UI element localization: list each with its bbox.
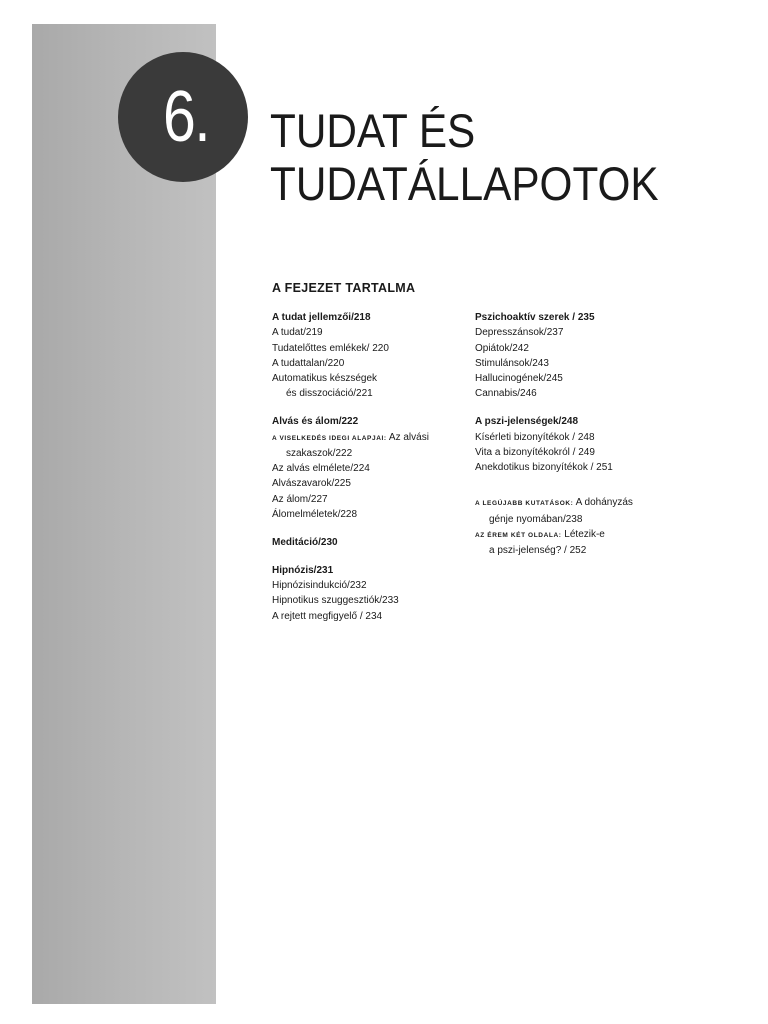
toc-entry: a pszi-jelenség? / 252 — [489, 545, 587, 557]
toc-entry: Kísérleti bizonyítékok / 248 — [475, 431, 595, 443]
toc-entry: Hipnotikus szuggesztiók/233 — [272, 595, 399, 607]
toc-entry-text: A dohányzás — [575, 497, 633, 509]
toc-section-meditation — [272, 535, 472, 550]
toc-section-title: Pszichoaktív szerek / 235 — [475, 312, 595, 323]
toc-heading: A FEJEZET TARTALMA — [272, 281, 416, 295]
toc-entry — [475, 495, 675, 511]
toc-entry: és disszociáció/221 — [286, 388, 373, 400]
toc-entry: A rejtett megfigyelő / 234 — [272, 610, 383, 622]
toc-section-sleep — [272, 414, 472, 522]
toc-entry: A tudat/219 — [272, 327, 323, 339]
toc-entry: Hipnózisindukció/232 — [272, 579, 367, 591]
toc-section-title: Alvás és álom/222 — [272, 416, 359, 428]
toc-entry: Stimulánsok/243 — [475, 357, 549, 369]
toc-entry: Anekdotikus bizonyítékok / 251 — [475, 462, 613, 474]
chapter-title-line-2: TUDATÁLLAPOTOK — [270, 157, 659, 210]
toc-boxed-label: AZ ÉREM KÉT OLDALA: — [475, 532, 562, 540]
toc-section-psychoactive-drugs — [475, 310, 675, 402]
toc-right-column — [475, 310, 675, 571]
toc-entry: Az alvás elmélete/224 — [272, 463, 370, 475]
toc-boxed-label: A VISELKEDÉS IDEGI ALAPJAI: — [272, 434, 387, 442]
chapter-title — [270, 104, 659, 210]
toc-entry: Alvászavarok/225 — [272, 478, 351, 490]
toc-section-title: Hipnózis/231 — [272, 564, 334, 576]
toc-left-column — [272, 310, 472, 636]
toc-entry: Tudatelőttes emlékek/ 220 — [272, 342, 389, 354]
toc-section-title: A tudat jellemzői/218 — [272, 312, 371, 323]
toc-entry-text: Létezik-e — [564, 529, 605, 541]
toc-entry: Álomelméletek/228 — [272, 509, 358, 521]
chapter-number: 6. — [163, 77, 209, 157]
toc-section-boxed-features — [475, 495, 675, 558]
chapter-number-badge — [118, 52, 248, 182]
chapter-title-line-1: TUDAT ÉS — [270, 104, 476, 157]
toc-entry: A tudattalan/220 — [272, 357, 345, 369]
toc-entry: Depresszánsok/237 — [475, 327, 564, 339]
toc-section-hypnosis — [272, 563, 472, 624]
toc-entry — [272, 430, 472, 446]
toc-entry: Cannabis/246 — [475, 388, 537, 400]
toc-section-consciousness — [272, 310, 472, 402]
toc-entry: Opiátok/242 — [475, 342, 529, 354]
toc-entry: génje nyomában/238 — [489, 513, 583, 525]
toc-entry: Vita a bizonyítékokról / 249 — [475, 446, 595, 458]
toc-entry-text: Az alvási — [388, 431, 429, 443]
toc-entry: Az álom/227 — [272, 493, 328, 505]
toc-section-title: A pszi-jelenségek/248 — [475, 416, 579, 428]
toc-entry: Hallucinogének/245 — [475, 373, 563, 385]
toc-entry — [475, 527, 675, 543]
toc-section-title: Meditáció/230 — [272, 536, 338, 548]
toc-boxed-label: A LEGÚJABB KUTATÁSOK: — [475, 500, 574, 508]
toc-entry: Automatikus készségek — [272, 373, 378, 385]
toc-section-psi-phenomena — [475, 414, 675, 475]
toc-entry: szakaszok/222 — [286, 447, 353, 459]
